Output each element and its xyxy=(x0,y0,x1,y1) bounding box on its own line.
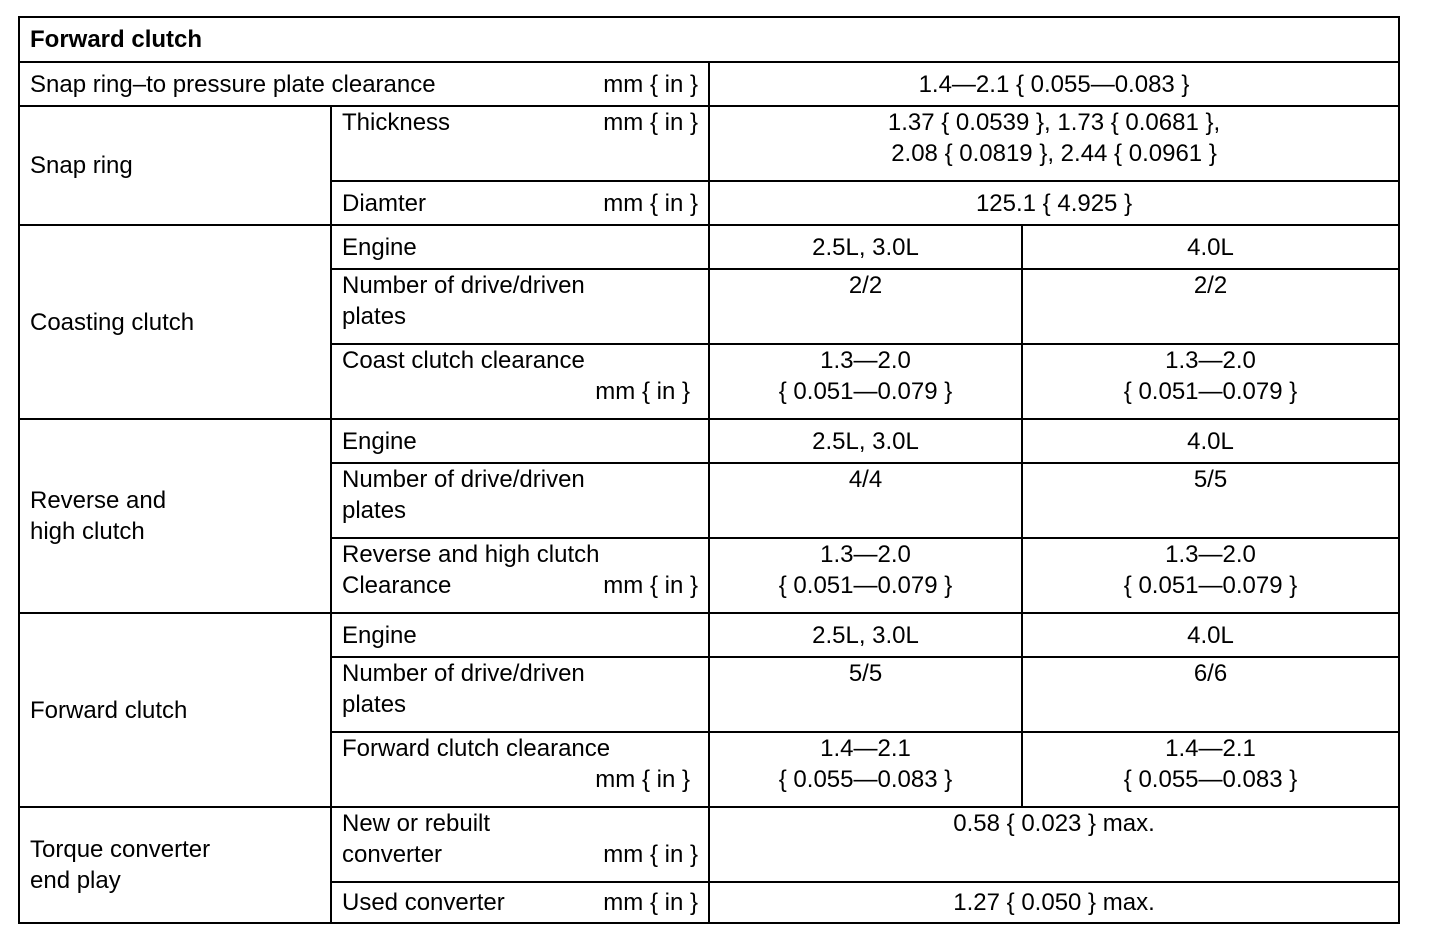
snap-ring-clearance-value: 1.4—2.1 { 0.055—0.083 } xyxy=(709,62,1399,106)
coasting-plates-a: 2/2 xyxy=(709,269,1022,344)
reverse-clearance-label-cell xyxy=(331,538,709,613)
forward-plates-label-cell xyxy=(331,657,709,732)
thickness-value-line1: 1.37 { 0.0539 }, 1.73 { 0.0681 }, xyxy=(887,109,1221,136)
forward-plates-label-line2: plates xyxy=(342,691,407,718)
reverse-high-label-line2: high clutch xyxy=(30,518,145,545)
thickness-value-line2: 2.08 { 0.0819 }, 2.44 { 0.0961 } xyxy=(891,140,1217,167)
torque-converter-label-line1: Torque converter xyxy=(30,836,211,863)
reverse-clearance-b-line1: 1.3—2.0 xyxy=(1165,541,1256,568)
forward-clearance-b-line2: { 0.055—0.083 } xyxy=(1123,766,1298,793)
forward-engine-label: Engine xyxy=(331,613,709,657)
snap-ring-clearance-unit: mm { in } xyxy=(603,70,698,98)
reverse-high-clutch-group-label xyxy=(19,419,331,613)
reverse-plates-b: 5/5 xyxy=(1022,463,1399,538)
forward-clearance-unit: mm { in } xyxy=(595,766,690,793)
diameter-label: Diamter xyxy=(342,189,427,217)
coasting-clearance-label-cell xyxy=(331,344,709,419)
torque-converter-group-label xyxy=(19,807,331,923)
reverse-clearance-a-cell xyxy=(709,538,1022,613)
forward-clearance-a-line2: { 0.055—0.083 } xyxy=(778,766,953,793)
forward-engine-b: 4.0L xyxy=(1022,613,1399,657)
new-converter-label-line1: New or rebuilt xyxy=(342,810,491,837)
used-converter-value: 1.27 { 0.050 } max. xyxy=(709,882,1399,923)
used-converter-label-cell xyxy=(331,882,709,923)
diameter-unit: mm { in } xyxy=(603,189,698,217)
torque-converter-label-line2: end play xyxy=(30,867,121,894)
diameter-value: 125.1 { 4.925 } xyxy=(709,181,1399,225)
reverse-clearance-unit: mm { in } xyxy=(603,572,698,599)
reverse-plates-label-line1: Number of drive/driven xyxy=(342,466,585,493)
coasting-plates-label-line1: Number of drive/driven xyxy=(342,272,585,299)
reverse-clearance-b-cell xyxy=(1022,538,1399,613)
coasting-plates-label-line2: plates xyxy=(342,303,407,330)
coasting-clearance-label: Coast clutch clearance xyxy=(342,347,585,374)
snap-ring-group-label: Snap ring xyxy=(19,106,331,225)
forward-clearance-label: Forward clutch clearance xyxy=(342,735,611,762)
reverse-clearance-label-line1: Reverse and high clutch xyxy=(342,541,600,568)
reverse-clearance-a-line2: { 0.051—0.079 } xyxy=(778,572,953,599)
snap-ring-clearance-label: Snap ring–to pressure plate clearance xyxy=(30,70,436,98)
coasting-clearance-b-line1: 1.3—2.0 xyxy=(1165,347,1256,374)
reverse-engine-label: Engine xyxy=(331,419,709,463)
forward-plates-a: 5/5 xyxy=(709,657,1022,732)
coasting-plates-b: 2/2 xyxy=(1022,269,1399,344)
used-converter-unit: mm { in } xyxy=(603,889,698,916)
reverse-clearance-b-line2: { 0.051—0.079 } xyxy=(1123,572,1298,599)
new-converter-value: 0.58 { 0.023 } max. xyxy=(709,807,1399,882)
reverse-engine-b: 4.0L xyxy=(1022,419,1399,463)
coasting-engine-b: 4.0L xyxy=(1022,225,1399,269)
new-converter-label-line2: converter xyxy=(342,841,443,868)
coasting-clearance-b-line2: { 0.051—0.079 } xyxy=(1123,378,1298,405)
forward-clearance-label-cell xyxy=(331,732,709,807)
coasting-engine-label: Engine xyxy=(331,225,709,269)
forward-clearance-b-cell xyxy=(1022,732,1399,807)
diameter-label-cell xyxy=(331,181,709,225)
coasting-clutch-group-label: Coasting clutch xyxy=(19,225,331,419)
forward-clearance-a-line1: 1.4—2.1 xyxy=(820,735,911,762)
forward-clutch-spec-table xyxy=(18,16,1400,924)
new-converter-label-cell xyxy=(331,807,709,882)
reverse-high-label-line1: Reverse and xyxy=(30,487,167,514)
thickness-label-cell xyxy=(331,106,709,181)
coasting-clearance-b-cell xyxy=(1022,344,1399,419)
thickness-value-cell xyxy=(709,106,1399,181)
table-title: Forward clutch xyxy=(19,17,1399,62)
reverse-plates-a: 4/4 xyxy=(709,463,1022,538)
coasting-clearance-a-line1: 1.3—2.0 xyxy=(820,347,911,374)
forward-plates-b: 6/6 xyxy=(1022,657,1399,732)
coasting-clearance-unit: mm { in } xyxy=(595,378,690,405)
reverse-clearance-label-line2: Clearance xyxy=(342,572,452,599)
used-converter-label: Used converter xyxy=(342,889,505,916)
coasting-clearance-a-cell xyxy=(709,344,1022,419)
reverse-plates-label-cell xyxy=(331,463,709,538)
thickness-unit: mm { in } xyxy=(603,109,698,136)
coasting-clearance-a-line2: { 0.051—0.079 } xyxy=(778,378,953,405)
forward-engine-a: 2.5L, 3.0L xyxy=(709,613,1022,657)
reverse-plates-label-line2: plates xyxy=(342,497,407,524)
coasting-plates-label-cell xyxy=(331,269,709,344)
snap-ring-clearance-label-cell xyxy=(19,62,709,106)
forward-clearance-a-cell xyxy=(709,732,1022,807)
thickness-label: Thickness xyxy=(342,109,451,136)
new-converter-unit: mm { in } xyxy=(603,841,698,868)
reverse-clearance-a-line1: 1.3—2.0 xyxy=(820,541,911,568)
reverse-engine-a: 2.5L, 3.0L xyxy=(709,419,1022,463)
forward-clutch-group-label: Forward clutch xyxy=(19,613,331,807)
coasting-engine-a: 2.5L, 3.0L xyxy=(709,225,1022,269)
forward-clearance-b-line1: 1.4—2.1 xyxy=(1165,735,1256,762)
forward-plates-label-line1: Number of drive/driven xyxy=(342,660,585,687)
